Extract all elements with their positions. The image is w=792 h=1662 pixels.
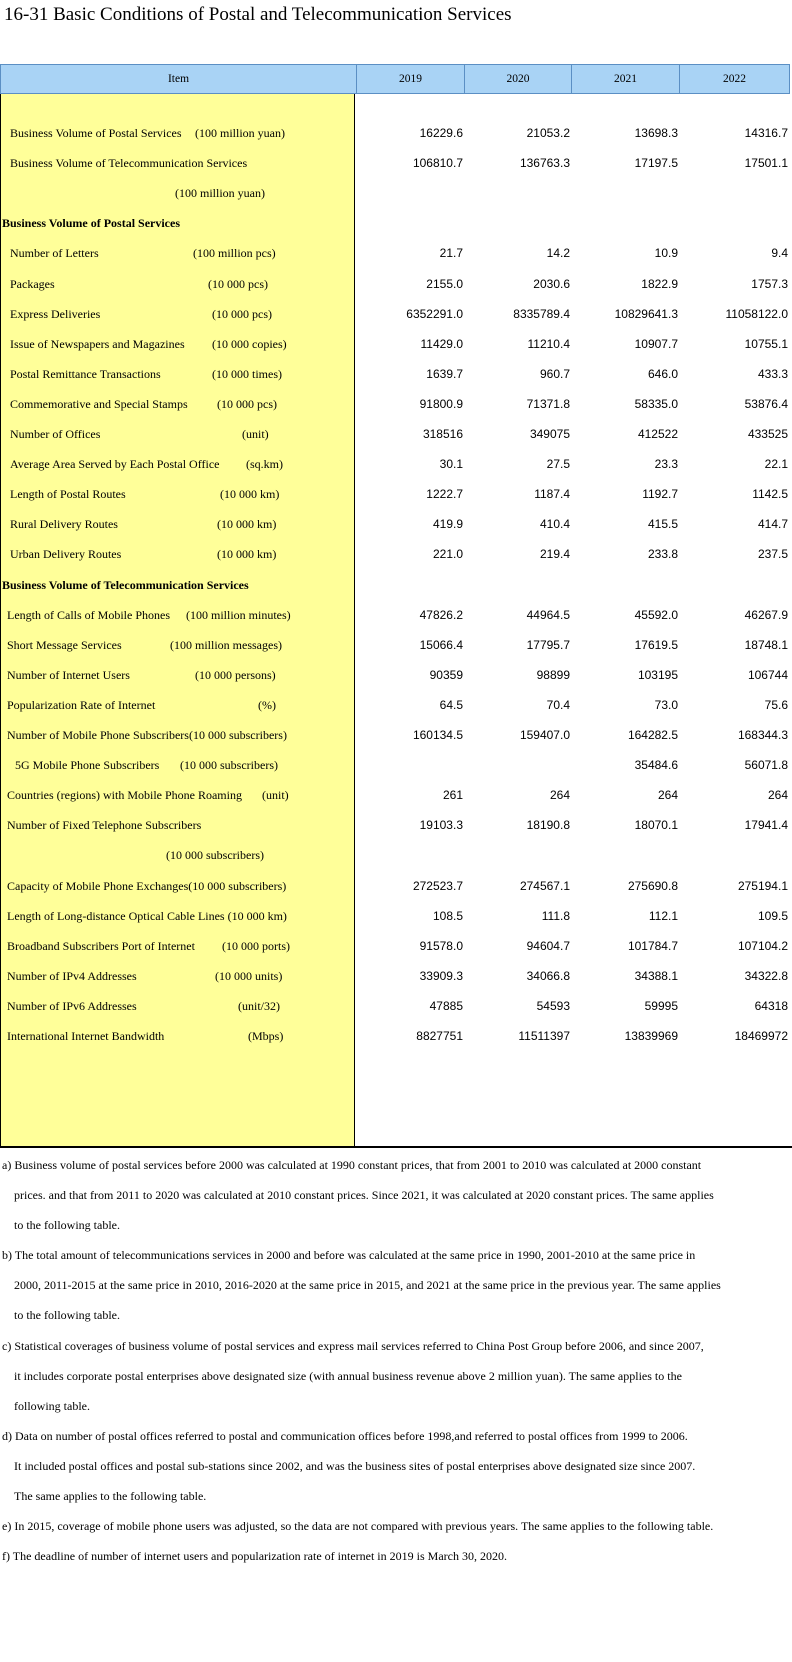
footnote-line: following table. bbox=[14, 1398, 90, 1413]
table-bottom-rule bbox=[0, 1146, 792, 1148]
row-unit: (10 000 km) bbox=[220, 487, 280, 502]
cell-2022: 22.1 bbox=[764, 457, 788, 472]
footnote-line: The same applies to the following table. bbox=[14, 1489, 207, 1504]
row-label: Broadband Subscribers Port of Internet bbox=[7, 938, 195, 953]
cell-2019: 221.0 bbox=[432, 547, 463, 562]
cell-2022: 1757.3 bbox=[751, 276, 788, 291]
table-row bbox=[0, 358, 792, 390]
cell-2022: 17501.1 bbox=[744, 156, 788, 171]
cell-2022: 56071.8 bbox=[744, 758, 788, 773]
cell-2021: 164282.5 bbox=[627, 728, 678, 742]
table-row bbox=[0, 719, 792, 751]
section-heading: Business Volume of Telecommunication Services bbox=[2, 577, 249, 592]
header-2020: 2020 bbox=[464, 65, 571, 93]
cell-2021: 415.5 bbox=[647, 517, 678, 532]
row-unit: (%) bbox=[258, 697, 276, 712]
cell-2019: 15066.4 bbox=[419, 637, 463, 652]
cell-2020: 1187.4 bbox=[534, 487, 570, 502]
section-row bbox=[0, 207, 792, 239]
row-label: Capacity of Mobile Phone Exchanges(10 000 subscribers) bbox=[7, 878, 287, 893]
table-row bbox=[0, 268, 792, 300]
cell-2019: 2155.0 bbox=[426, 276, 463, 291]
row-label: Average Area Served by Each Postal Office bbox=[10, 457, 220, 472]
cell-2020: 21053.2 bbox=[526, 126, 570, 140]
table-row bbox=[0, 298, 792, 330]
cell-2020: 94604.7 bbox=[526, 938, 570, 953]
table-row bbox=[0, 990, 792, 1022]
cell-2020: 410.4 bbox=[539, 517, 570, 532]
footnote bbox=[2, 1541, 787, 1571]
cell-2020: 54593 bbox=[536, 998, 570, 1013]
footnote bbox=[2, 1511, 787, 1541]
cell-2020: 8335789.4 bbox=[513, 306, 570, 321]
cell-2022: 109.5 bbox=[757, 908, 788, 923]
table-row bbox=[0, 900, 792, 932]
cell-2020: 98899 bbox=[536, 667, 570, 682]
cell-2019: 19103.3 bbox=[419, 818, 463, 833]
table-header bbox=[0, 64, 790, 94]
cell-2021: 646.0 bbox=[647, 366, 678, 381]
cell-2021: 17197.5 bbox=[634, 156, 678, 171]
cell-2022: 17941.4 bbox=[744, 818, 788, 833]
table-row bbox=[0, 599, 792, 631]
row-unit: (100 million pcs) bbox=[193, 246, 276, 261]
table-row bbox=[0, 779, 792, 811]
cell-2020: 136763.3 bbox=[519, 156, 570, 171]
row-label: Commemorative and Special Stamps bbox=[10, 396, 188, 411]
cell-2021: 264 bbox=[657, 788, 678, 803]
cell-2021: 103195 bbox=[637, 667, 678, 682]
footnote-line: it includes corporate postal enterprises above designated size (with annual business revenue above 2 million yuan). The same applies to the bbox=[14, 1368, 682, 1383]
row-label: Short Message Services bbox=[7, 637, 122, 652]
table-row bbox=[0, 839, 792, 871]
cell-2020: 219.4 bbox=[539, 547, 570, 562]
row-unit: (100 million messages) bbox=[170, 637, 282, 652]
cell-2022: 11058122.0 bbox=[725, 306, 788, 321]
cell-2019: 160134.5 bbox=[412, 728, 463, 742]
cell-2019: 16229.6 bbox=[419, 126, 463, 140]
table-row bbox=[0, 418, 792, 450]
table-row bbox=[0, 147, 792, 179]
row-label: Length of Postal Routes bbox=[10, 487, 126, 502]
cell-2021: 412522 bbox=[637, 427, 678, 441]
table-row bbox=[0, 960, 792, 992]
cell-2022: 18748.1 bbox=[744, 637, 788, 652]
footnote bbox=[2, 1240, 787, 1330]
table-row bbox=[0, 930, 792, 962]
footnote-line: to the following table. bbox=[14, 1308, 120, 1323]
cell-2021: 10.9 bbox=[654, 246, 678, 261]
cell-2021: 58335.0 bbox=[634, 396, 678, 411]
footnote-line: to the following table. bbox=[14, 1218, 120, 1233]
footnote-line: e) In 2015, coverage of mobile phone users was adjusted, so the data are not compared with previous years. The same applies to the following table. bbox=[2, 1519, 714, 1534]
cell-2022: 106744 bbox=[747, 667, 788, 682]
footnote bbox=[2, 1421, 787, 1511]
table-row bbox=[0, 237, 792, 269]
cell-2022: 1142.5 bbox=[752, 487, 788, 502]
cell-2020: 274567.1 bbox=[519, 878, 570, 893]
cell-2019: 91578.0 bbox=[419, 938, 463, 953]
cell-2022: 168344.3 bbox=[737, 728, 788, 742]
cell-2021: 112.1 bbox=[648, 908, 678, 923]
footnote-line: 2000, 2011-2015 at the same price in 2010, 2016-2020 at the same price in 2015, and 2021 at the same price in the previous year. The same applies bbox=[14, 1278, 721, 1293]
cell-2022: 9.4 bbox=[771, 246, 788, 261]
cell-2022: 10755.1 bbox=[744, 336, 788, 351]
footnote bbox=[2, 1150, 787, 1240]
row-unit: (100 million minutes) bbox=[186, 607, 291, 622]
table-row bbox=[0, 870, 792, 902]
cell-2019: 64.5 bbox=[439, 697, 463, 712]
cell-2019: 47885 bbox=[429, 998, 463, 1013]
cell-2021: 73.0 bbox=[654, 697, 678, 712]
cell-2020: 34066.8 bbox=[526, 968, 570, 983]
row-unit: (10 000 pcs) bbox=[217, 396, 277, 411]
cell-2022: 433525 bbox=[747, 427, 788, 441]
row-unit: (10 000 pcs) bbox=[212, 306, 272, 321]
cell-2019: 21.7 bbox=[439, 246, 463, 261]
row-label: Number of Letters bbox=[10, 246, 99, 261]
row-unit: (10 000 subscribers) bbox=[180, 758, 278, 773]
footnote-line: a) Business volume of postal services before 2000 was calculated at 1990 constant prices, that from 2001 to 2010 was calculated at 2000 constant bbox=[2, 1158, 702, 1172]
row-label: Postal Remittance Transactions bbox=[10, 366, 161, 381]
cell-2022: 433.3 bbox=[757, 366, 788, 381]
table-row bbox=[0, 689, 792, 721]
row-unit: (unit) bbox=[262, 788, 289, 803]
cell-2019: 8827751 bbox=[416, 1029, 463, 1043]
footnote-line: b) The total amount of telecommunications services in 2000 and before was calculated at the same price in 1990, 2001-2010 at the same price in bbox=[2, 1248, 696, 1263]
row-label: Rural Delivery Routes bbox=[10, 517, 118, 532]
cell-2019: 261 bbox=[442, 788, 463, 803]
cell-2021: 35484.6 bbox=[634, 758, 678, 773]
cell-2022: 75.6 bbox=[764, 697, 788, 712]
row-unit: (10 000 km) bbox=[217, 517, 277, 532]
row-label: Urban Delivery Routes bbox=[10, 547, 122, 562]
cell-2020: 264 bbox=[549, 788, 570, 803]
row-label: Number of Mobile Phone Subscribers(10 000 subscribers) bbox=[7, 728, 287, 742]
cell-2019: 11429.0 bbox=[420, 336, 463, 351]
cell-2022: 34322.8 bbox=[744, 968, 788, 983]
footnote-line: d) Data on number of postal offices referred to postal and communication offices before 1998,and referred to postal offices from 1999 to 2006. bbox=[2, 1428, 688, 1443]
row-label: Countries (regions) with Mobile Phone Roaming bbox=[7, 788, 242, 803]
row-unit: (100 million yuan) bbox=[195, 126, 285, 140]
cell-2022: 14316.7 bbox=[744, 126, 788, 140]
row-label: Packages bbox=[10, 276, 55, 291]
row-unit: (10 000 subscribers) bbox=[166, 848, 264, 863]
cell-2021: 17619.5 bbox=[634, 637, 678, 652]
cell-2020: 14.2 bbox=[546, 246, 570, 261]
row-unit: (10 000 units) bbox=[215, 968, 283, 983]
footnote-line: c) Statistical coverages of business volume of postal services and express mail services referred to China Post Group before 2006, and since 2007, bbox=[2, 1338, 704, 1353]
cell-2021: 34388.1 bbox=[634, 968, 678, 983]
cell-2021: 233.8 bbox=[647, 547, 678, 562]
cell-2020: 2030.6 bbox=[533, 276, 570, 291]
row-label: Business Volume of Postal Services bbox=[10, 126, 182, 140]
header-2019: 2019 bbox=[356, 65, 464, 93]
row-unit: (10 000 pcs) bbox=[208, 276, 268, 291]
cell-2020: 27.5 bbox=[546, 457, 570, 472]
table-row bbox=[0, 388, 792, 420]
row-label: Popularization Rate of Internet bbox=[7, 697, 156, 712]
row-label: Express Deliveries bbox=[10, 306, 101, 321]
cell-2019: 90359 bbox=[429, 667, 463, 682]
cell-2022: 53876.4 bbox=[744, 396, 788, 411]
header-item: Item bbox=[167, 73, 190, 85]
header-2021: 2021 bbox=[571, 65, 679, 93]
section-heading: Business Volume of Postal Services bbox=[2, 216, 181, 231]
cell-2021: 10829641.3 bbox=[614, 306, 678, 321]
table-row bbox=[0, 448, 792, 480]
row-label: Number of IPv6 Addresses bbox=[7, 998, 137, 1013]
table-row bbox=[0, 538, 792, 570]
cell-2021: 13839969 bbox=[624, 1029, 678, 1043]
row-unit: (10 000 persons) bbox=[195, 667, 276, 682]
table-row bbox=[0, 629, 792, 661]
row-label: Number of Internet Users bbox=[7, 667, 130, 682]
cell-2020: 44964.5 bbox=[526, 607, 570, 622]
cell-2021: 13698.3 bbox=[634, 126, 678, 140]
cell-2020: 71371.8 bbox=[526, 396, 570, 411]
cell-2020: 11511397 bbox=[518, 1029, 570, 1043]
table-row bbox=[0, 809, 792, 841]
cell-2021: 1192.7 bbox=[642, 487, 678, 502]
cell-2020: 159407.0 bbox=[519, 728, 570, 742]
cell-2021: 1822.9 bbox=[641, 276, 678, 291]
cell-2019: 106810.7 bbox=[412, 156, 463, 171]
cell-2020: 18190.8 bbox=[526, 818, 570, 833]
cell-2020: 111.8 bbox=[541, 908, 570, 923]
table-row bbox=[0, 1020, 792, 1052]
row-unit: (Mbps) bbox=[248, 1029, 284, 1043]
footnote-line: f) The deadline of number of internet users and popularization rate of internet in 2019 is March 30, 2020. bbox=[2, 1549, 507, 1564]
row-label: Number of IPv4 Addresses bbox=[7, 968, 137, 983]
row-label: 5G Mobile Phone Subscribers bbox=[15, 758, 160, 773]
table-row bbox=[0, 659, 792, 691]
cell-2022: 64318 bbox=[754, 998, 788, 1013]
cell-2022: 107104.2 bbox=[737, 938, 788, 953]
cell-2020: 70.4 bbox=[546, 697, 570, 712]
footnote bbox=[2, 1331, 787, 1421]
row-unit: (unit) bbox=[242, 427, 269, 441]
table-row bbox=[0, 177, 792, 209]
row-label: Number of Offices bbox=[10, 427, 101, 441]
cell-2021: 101784.7 bbox=[627, 938, 678, 953]
header-2022: 2022 bbox=[679, 65, 789, 93]
cell-2022: 414.7 bbox=[757, 517, 788, 532]
row-unit: (100 million yuan) bbox=[175, 186, 265, 201]
cell-2022: 46267.9 bbox=[744, 607, 788, 622]
table-row bbox=[0, 478, 792, 510]
cell-2020: 349075 bbox=[529, 427, 570, 441]
table-row bbox=[0, 749, 792, 781]
cell-2020: 17795.7 bbox=[526, 637, 570, 652]
cell-2019: 272523.7 bbox=[412, 878, 463, 893]
row-unit: (10 000 copies) bbox=[212, 336, 287, 351]
row-unit: (sq.km) bbox=[246, 457, 283, 472]
cell-2022: 237.5 bbox=[757, 547, 788, 562]
row-unit: (unit/32) bbox=[238, 998, 280, 1013]
row-unit: (10 000 times) bbox=[212, 366, 282, 381]
table-row bbox=[0, 508, 792, 540]
table-row bbox=[0, 328, 792, 360]
cell-2022: 18469972 bbox=[734, 1029, 788, 1043]
cell-2019: 33909.3 bbox=[419, 968, 463, 983]
section-row bbox=[0, 569, 792, 601]
footnote-line: It included postal offices and postal sub-stations since 2002, and was the business sites of postal enterprises above designated size since 2007. bbox=[14, 1458, 696, 1473]
cell-2022: 264 bbox=[767, 788, 788, 803]
row-label: Business Volume of Telecommunication Services bbox=[10, 156, 248, 171]
cell-2019: 419.9 bbox=[432, 517, 463, 532]
cell-2021: 23.3 bbox=[654, 457, 678, 472]
row-unit: (10 000 km) bbox=[217, 547, 277, 562]
cell-2021: 45592.0 bbox=[634, 607, 678, 622]
cell-2019: 318516 bbox=[422, 427, 463, 441]
cell-2021: 59995 bbox=[644, 998, 678, 1013]
cell-2020: 960.7 bbox=[539, 366, 570, 381]
cell-2019: 1639.7 bbox=[426, 366, 463, 381]
row-label: Length of Long-distance Optical Cable Lines (10 000 km) bbox=[7, 908, 287, 923]
row-label: Issue of Newspapers and Magazines bbox=[10, 336, 185, 351]
cell-2021: 275690.8 bbox=[627, 878, 678, 893]
table-row bbox=[0, 117, 792, 149]
cell-2019: 47826.2 bbox=[419, 607, 463, 622]
cell-2020: 11210.4 bbox=[527, 336, 570, 351]
row-label: Number of Fixed Telephone Subscribers bbox=[7, 818, 202, 833]
cell-2019: 91800.9 bbox=[419, 396, 463, 411]
row-unit: (10 000 ports) bbox=[222, 938, 290, 953]
cell-2019: 6352291.0 bbox=[406, 306, 463, 321]
page-title: 16-31 Basic Conditions of Postal and Telecommunication Services bbox=[4, 4, 512, 25]
cell-2021: 10907.7 bbox=[634, 336, 678, 351]
row-label: International Internet Bandwidth bbox=[7, 1029, 165, 1043]
cell-2019: 108.5 bbox=[432, 908, 463, 923]
cell-2022: 275194.1 bbox=[737, 878, 788, 893]
cell-2021: 18070.1 bbox=[634, 818, 678, 833]
row-label: Length of Calls of Mobile Phones bbox=[7, 607, 170, 622]
footnote-line: prices. and that from 2011 to 2020 was calculated at 2010 constant prices. Since 2021, it was calculated at 2020 constant prices. The same applies bbox=[14, 1188, 714, 1203]
cell-2019: 30.1 bbox=[439, 457, 463, 472]
cell-2019: 1222.7 bbox=[426, 487, 463, 502]
